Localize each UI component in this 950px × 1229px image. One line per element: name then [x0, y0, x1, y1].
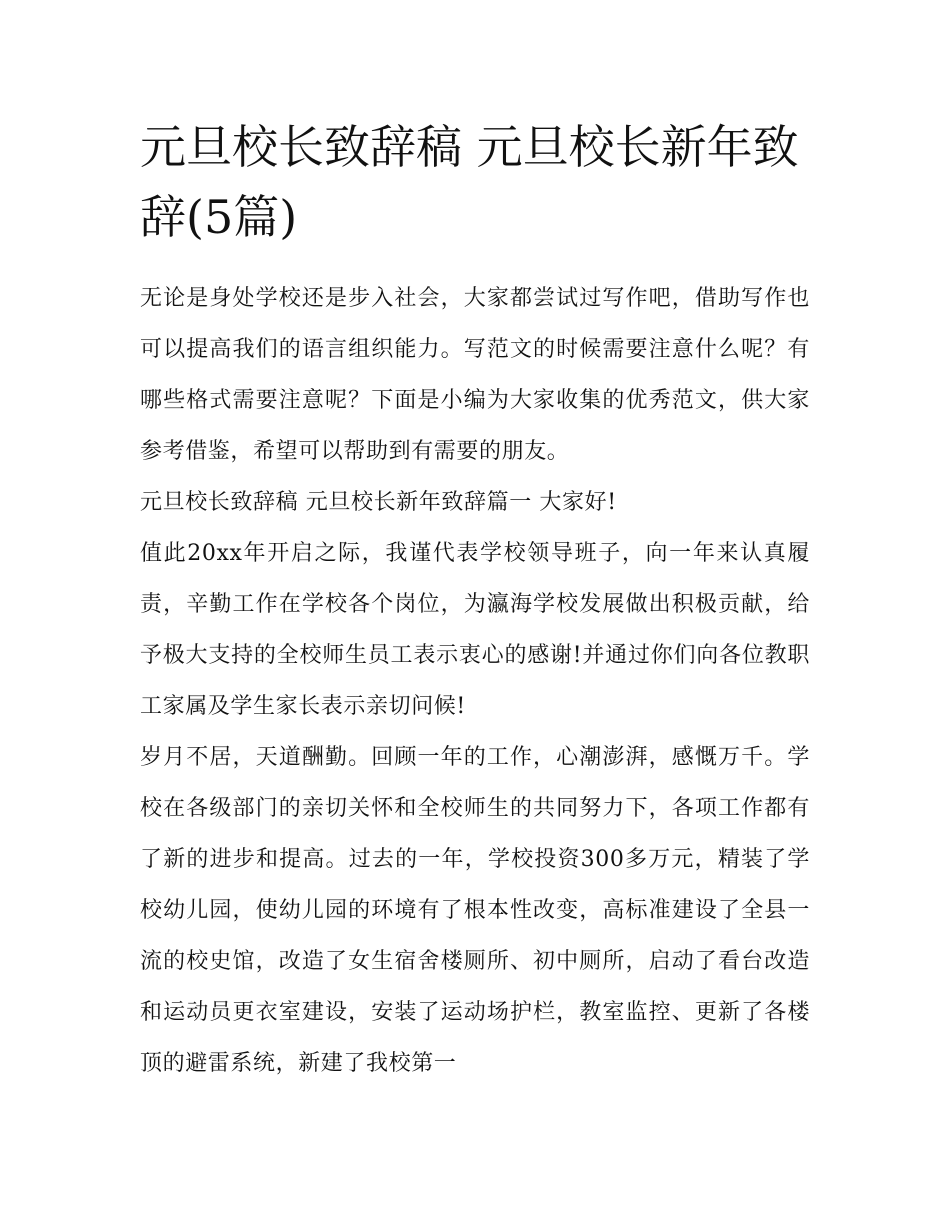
document-body	[140, 112, 810, 1089]
intro-paragraph: 无论是身处学校还是步入社会，大家都尝试过写作吧，借助写作也可以提高我们的语言组织能力。写范文的时候需要注意什么呢？有哪些格式需要注意呢？下面是小编为大家收集的优秀范文，供大家参考借鉴，希望可以帮助到有需要的朋友。	[140, 286, 810, 464]
review-paragraph: 岁月不居，天道酬勤。回顾一年的工作，心潮澎湃，感慨万千。学校在各级部门的亲切关怀和全校师生的共同努力下，各项工作都有了新的进步和提高。过去的一年，学校投资300多万元，精装了学校幼儿园，使幼儿园的环境有了根本性改变，高标准建设了全县一流的校史馆，改造了女生宿舍楼厕所、初中厕所，启动了看台改造和运动员更衣室建设，安装了运动场护栏，教室监控、更新了各楼顶的避雷系统，新建了我校第一	[140, 745, 810, 1076]
speech-heading-paragraph: 元旦校长致辞稿 元旦校长新年致辞篇一 大家好!	[140, 490, 617, 515]
gratitude-paragraph: 值此20xx年开启之际，我谨代表学校领导班子，向一年来认真履责，辛勤工作在学校各个岗位，为瀛海学校发展做出积极贡献，给予极大支持的全校师生员工表示衷心的感谢!并通过你们向各位教职工家属及学生家长表示亲切问候!	[140, 541, 810, 719]
document-title: 元旦校长致辞稿 元旦校长新年致辞(5篇)	[140, 120, 799, 244]
